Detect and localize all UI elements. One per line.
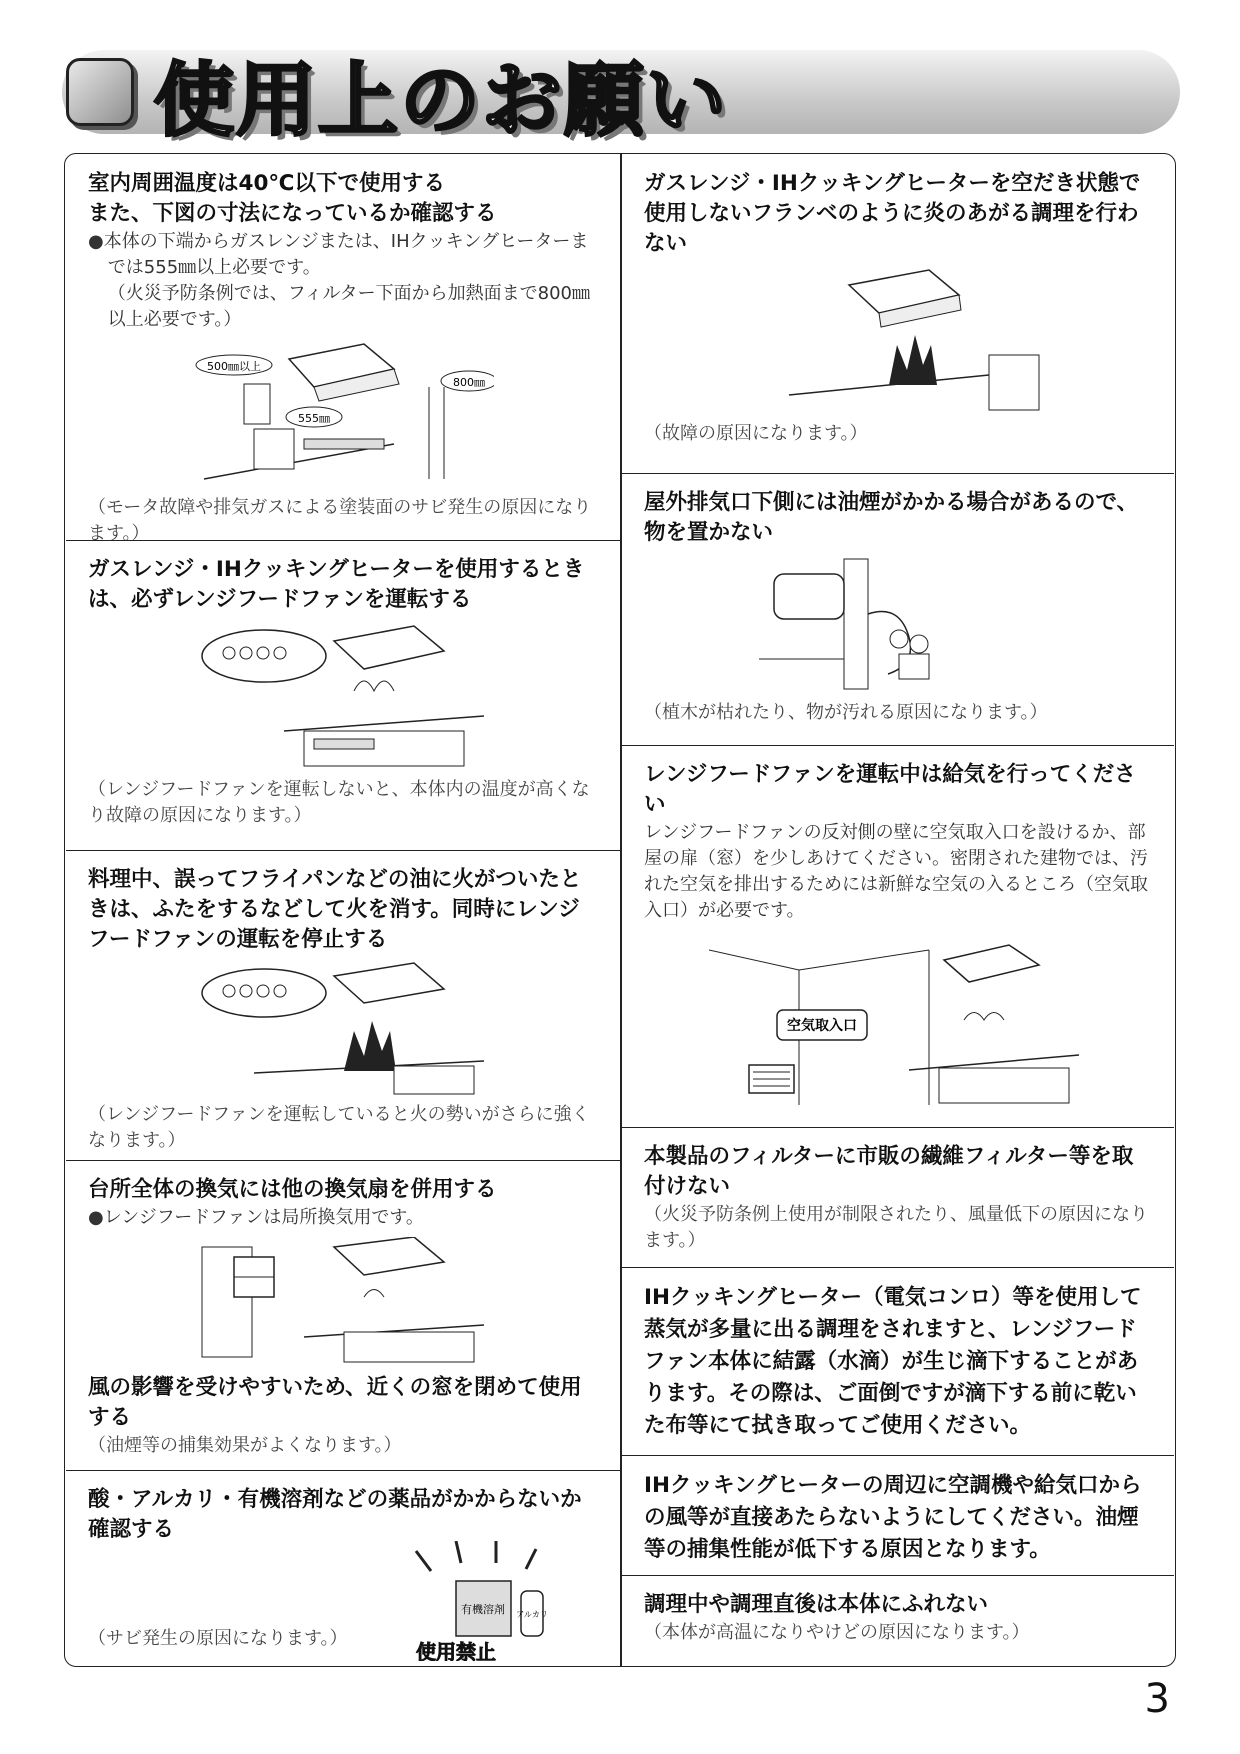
section-air-supply (622, 745, 1174, 1127)
can-label: 有機溶剤 (461, 1603, 505, 1616)
section-heading: 酸・アルカリ・有機溶剤などの薬品がかからないか確認する (88, 1487, 582, 1542)
section-note: （植木が枯れたり、物が汚れる原因になります。） (644, 702, 1048, 723)
section-text: IHクッキングヒーター（電気コンロ）等を使用して蒸気が多量に出る調理をされますと、レンジフードファン本体に結露（水滴）が生じ滴下することがあります。その際は、ご面倒ですが滴下する前に乾いた布等にて拭き取ってご使用ください。 (644, 1285, 1142, 1438)
flambe-illustration (749, 265, 1049, 415)
section-body: レンジフードファンの反対側の壁に空気取入口を設けるか、部屋の扉（窓）を少しあけてください。密閉された建物では、汚れた空気を排出するためには新鮮な空気の入るところ（空気取入口）が必要です。 (644, 822, 1148, 921)
section-note: （レンジフードファンを運転していると火の勢いがさらに強くなります。） (88, 1104, 590, 1151)
dim-label-500: 500㎜以上 (207, 360, 261, 373)
section-note: （サビ発生の原因になります。） (88, 1628, 348, 1649)
section-oil-fire (66, 850, 620, 1160)
outdoor-exhaust-illustration (749, 554, 1049, 694)
section-text: IHクッキングヒーターの周辺に空調機や給気口からの風等が直接あたらないようにしてください。油煙等の捕集性能が低下する原因となります。 (644, 1473, 1142, 1562)
section-note: （火災予防条例上使用が制限されたり、風量低下の原因になります。） (644, 1204, 1148, 1251)
section-note: （モータ故障や排気ガスによる塗装面のサビ発生の原因になります。） (88, 497, 592, 544)
can2-label: アルカリ (516, 1610, 548, 1619)
header-square-icon (66, 58, 134, 126)
section-chemicals (66, 1470, 620, 1665)
section-note: （本体が高温になりやけどの原因になります。） (644, 1622, 1030, 1643)
section-heading: ガスレンジ・IHクッキングヒーターを空だき状態で使用しないフランベのように炎のあがる調理を行わない (644, 171, 1141, 256)
section-heading: 料理中、誤ってフライパンなどの油に火がついたときは、ふたをするなどして火を消す。同時にレンジフードファンの運転を停止する (88, 867, 582, 952)
section-heading: 本製品のフィルターに市販の繊維フィルター等を取付けない (644, 1144, 1134, 1199)
section-run-fan (66, 540, 620, 850)
page-number: 3 (1144, 1676, 1170, 1722)
section-hot-surface (622, 1575, 1174, 1665)
bullet-text: ●レンジフードファンは局所換気用です。 (88, 1207, 424, 1228)
section-air-draft (622, 1455, 1174, 1575)
section-temperature (66, 155, 620, 544)
section-ventilation (66, 1160, 620, 1470)
section-heading: また、下図の寸法になっているか確認する (88, 201, 497, 226)
page-title: 使用上のお願い (154, 54, 728, 147)
section-heading: 屋外排気口下側には油煙がかかる場合があるので、物を置かない (644, 490, 1139, 545)
section-empty-heating (622, 155, 1174, 473)
section-note: （レンジフードファンを運転しないと、本体内の温度が高くなり故障の原因になります。） (88, 779, 590, 826)
section-outdoor-exhaust (622, 473, 1174, 745)
section-heading: 室内周囲温度は40℃以下で使用する (88, 171, 445, 196)
section-heading: レンジフードファンを運転中は給気を行ってください (644, 762, 1136, 817)
section-heading-2: 風の影響を受けやすいため、近くの窓を閉めて使用する (88, 1375, 582, 1430)
section-condensation (622, 1267, 1174, 1455)
section-note: （故障の原因になります。） (644, 423, 868, 444)
hood-dimension-illustration (194, 339, 494, 489)
air-inlet-illustration (709, 930, 1089, 1110)
oil-fire-illustration (194, 961, 494, 1096)
dim-label-800: 800㎜ (453, 376, 485, 389)
bullet-text: ●本体の下端からガスレンジまたは、IHクッキングヒーターまでは555㎜以上必要です。 (88, 231, 589, 278)
section-heading: 調理中や調理直後は本体にふれない (644, 1592, 989, 1617)
section-heading: 台所全体の換気には他の換気扇を併用する (88, 1177, 497, 1202)
section-filter (622, 1127, 1174, 1267)
ventilation-illustration (194, 1237, 494, 1367)
section-note: （油煙等の捕集効果がよくなります。） (88, 1435, 402, 1456)
fan-switch-illustration (194, 621, 494, 771)
section-heading: ガスレンジ・IHクッキングヒーターを使用するときは、必ずレンジフードファンを運転する (88, 557, 585, 612)
inlet-label: 空気取入口 (787, 1018, 857, 1034)
dim-label-555: 555㎜ (298, 412, 330, 425)
chemicals-prohibited-illustration (396, 1541, 586, 1661)
paren-text: （火災予防条例では、フィルター下面から加熱面まで800㎜以上必要です。） (107, 283, 590, 330)
prohibited-stamp: 使用禁止 (416, 1640, 496, 1661)
